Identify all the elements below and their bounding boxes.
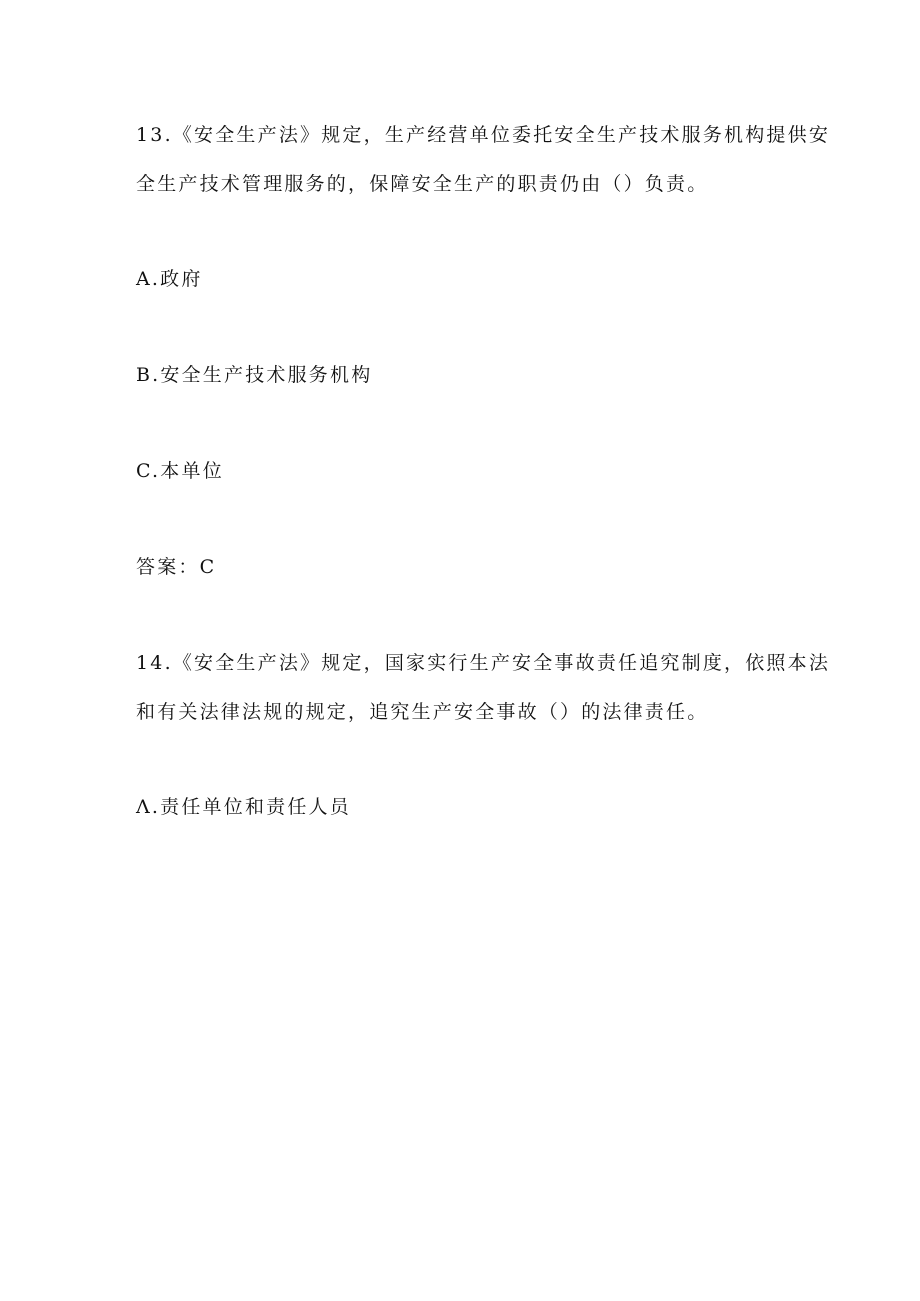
question-13-option-a: A.政府 (136, 268, 203, 290)
question-13-stem-line-2: 全生产技术管理服务的，保障安全生产的职责仍由（）负责。 (136, 173, 709, 195)
question-14-option-a: Λ.责任单位和责任人员 (136, 796, 351, 818)
question-13-stem-line-1: 13.《安全生产法》规定，生产经营单位委托安全生产技术服务机构提供安 (136, 124, 831, 146)
question-13-answer: 答案：C (136, 556, 217, 578)
question-13-option-c: C.本单位 (136, 460, 224, 482)
question-13-option-b: B.安全生产技术服务机构 (136, 364, 373, 386)
question-14-stem-line-2: 和有关法律法规的规定，追究生产安全事故（）的法律责任。 (136, 701, 709, 723)
question-14-stem-line-1: 14.《安全生产法》规定，国家实行生产安全事故责任追究制度，依照本法 (136, 652, 831, 674)
